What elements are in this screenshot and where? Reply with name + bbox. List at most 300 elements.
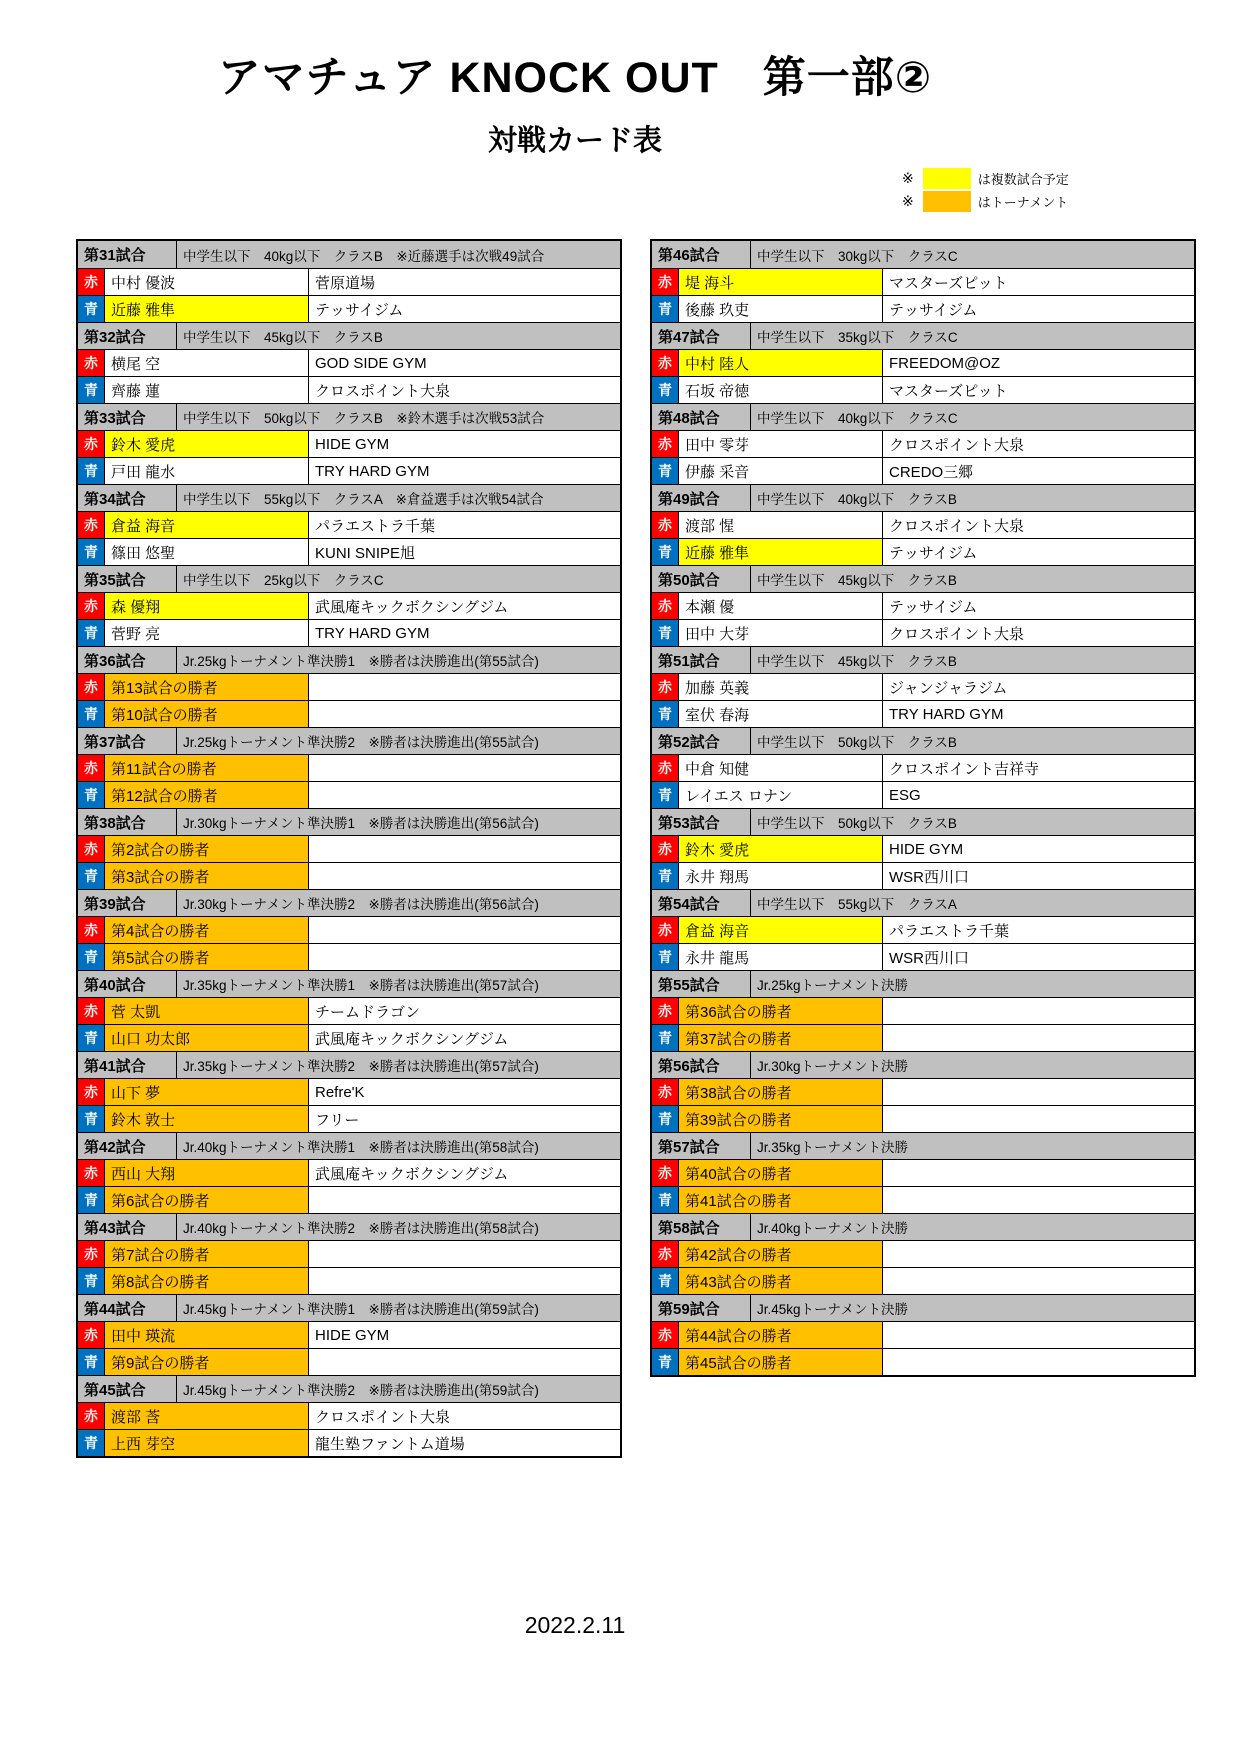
blue-fighter-row xyxy=(78,538,620,565)
blue-fighter-row xyxy=(652,1105,1194,1132)
match-description: Jr.35kgトーナメント決勝 xyxy=(751,1133,1194,1159)
fighter-name: 第2試合の勝者 xyxy=(105,836,309,862)
match-number: 第43試合 xyxy=(78,1214,177,1240)
blue-corner-label: 青 xyxy=(652,458,679,484)
blue-fighter-row xyxy=(78,295,620,322)
fighter-name: 第8試合の勝者 xyxy=(105,1268,309,1294)
red-fighter-row xyxy=(652,754,1194,781)
red-corner-label: 赤 xyxy=(78,269,105,295)
fighter-name: 中村 陸人 xyxy=(679,350,883,376)
blue-corner-label: 青 xyxy=(652,539,679,565)
fighter-gym xyxy=(883,998,1194,1024)
blue-corner-label: 青 xyxy=(78,863,105,889)
blue-fighter-row xyxy=(78,1105,620,1132)
red-corner-label: 赤 xyxy=(78,512,105,538)
match-description: 中学生以下 50kg以下 クラスB ※鈴木選手は次戦53試合 xyxy=(177,404,620,430)
match-description: Jr.30kgトーナメント準決勝1 ※勝者は決勝進出(第56試合) xyxy=(177,809,620,835)
match-number: 第44試合 xyxy=(78,1295,177,1321)
fighter-gym: クロスポイント吉祥寺 xyxy=(889,760,1040,778)
red-fighter-row xyxy=(78,430,620,457)
match-block xyxy=(652,646,1194,727)
fighter-name: レイエス ロナン xyxy=(679,782,883,808)
blue-corner-label: 青 xyxy=(78,620,105,646)
page-title: アマチュア KNOCK OUT 第一部② xyxy=(217,54,933,102)
match-description: 中学生以下 40kg以下 クラスC xyxy=(751,404,1194,430)
match-number: 第57試合 xyxy=(652,1133,751,1159)
fighter-gym: 武風庵キックボクシングジム xyxy=(315,1030,509,1048)
match-number: 第42試合 xyxy=(78,1133,177,1159)
blue-fighter-row xyxy=(78,1267,620,1294)
fighter-gym: HIDE GYM xyxy=(889,840,964,858)
red-corner-label: 赤 xyxy=(78,836,105,862)
fighter-gym xyxy=(309,917,620,943)
match-description: 中学生以下 50kg以下 クラスB xyxy=(751,809,1194,835)
match-number: 第50試合 xyxy=(652,566,751,592)
match-header-row xyxy=(78,1051,620,1078)
match-description: Jr.30kgトーナメント準決勝2 ※勝者は決勝進出(第56試合) xyxy=(177,890,620,916)
match-description: 中学生以下 40kg以下 クラスB ※近藤選手は次戦49試合 xyxy=(177,241,620,268)
match-description: Jr.35kgトーナメント準決勝1 ※勝者は決勝進出(第57試合) xyxy=(177,971,620,997)
fighter-name: 第40試合の勝者 xyxy=(679,1160,883,1186)
match-header-row xyxy=(652,970,1194,997)
fighter-gym xyxy=(883,1079,1194,1105)
match-number: 第37試合 xyxy=(78,728,177,754)
blue-corner-label: 青 xyxy=(78,1025,105,1051)
match-description: 中学生以下 30kg以下 クラスC xyxy=(751,241,1194,268)
blue-corner-label: 青 xyxy=(652,620,679,646)
blue-corner-label: 青 xyxy=(652,1025,679,1051)
match-block xyxy=(78,808,620,889)
fighter-name: 堤 海斗 xyxy=(679,269,883,295)
fighter-name: 第13試合の勝者 xyxy=(105,674,309,700)
match-block xyxy=(652,403,1194,484)
match-number: 第56試合 xyxy=(652,1052,751,1078)
fighter-gym: クロスポイント大泉 xyxy=(889,436,1025,454)
fighter-gym: FREEDOM@OZ xyxy=(889,354,1001,372)
blue-fighter-row xyxy=(78,457,620,484)
red-fighter-row xyxy=(78,592,620,619)
match-block xyxy=(652,970,1194,1051)
fighter-gym xyxy=(309,944,620,970)
match-description: 中学生以下 55kg以下 クラスA xyxy=(751,890,1194,916)
fighter-name: 近藤 雅隼 xyxy=(105,296,309,322)
fighter-name: 第37試合の勝者 xyxy=(679,1025,883,1051)
blue-fighter-row xyxy=(652,1186,1194,1213)
match-table-right xyxy=(650,239,1196,1377)
match-table-left xyxy=(76,239,622,1458)
fighter-name: 上西 芽空 xyxy=(105,1430,309,1456)
blue-fighter-row xyxy=(78,1348,620,1375)
fighter-name: 横尾 空 xyxy=(105,350,309,376)
match-number: 第36試合 xyxy=(78,647,177,673)
match-block xyxy=(78,646,620,727)
match-number: 第58試合 xyxy=(652,1214,751,1240)
blue-corner-label: 青 xyxy=(78,1106,105,1132)
blue-corner-label: 青 xyxy=(78,539,105,565)
match-header-row xyxy=(652,646,1194,673)
blue-corner-label: 青 xyxy=(78,1349,105,1375)
match-number: 第48試合 xyxy=(652,404,751,430)
red-fighter-row xyxy=(652,1159,1194,1186)
match-number: 第51試合 xyxy=(652,647,751,673)
fighter-name: 山口 功太郎 xyxy=(105,1025,309,1051)
legend-label: はトーナメント xyxy=(977,195,1069,210)
blue-corner-label: 青 xyxy=(78,377,105,403)
match-number: 第41試合 xyxy=(78,1052,177,1078)
fighter-gym xyxy=(309,755,620,781)
fighter-name: 篠田 悠聖 xyxy=(105,539,309,565)
fighter-name: 第38試合の勝者 xyxy=(679,1079,883,1105)
blue-corner-label: 青 xyxy=(78,458,105,484)
match-block xyxy=(78,1132,620,1213)
match-header-row xyxy=(652,565,1194,592)
match-number: 第32試合 xyxy=(78,323,177,349)
red-fighter-row xyxy=(78,511,620,538)
match-block xyxy=(652,1132,1194,1213)
match-header-row xyxy=(78,1375,620,1402)
blue-fighter-row xyxy=(652,943,1194,970)
match-block xyxy=(78,484,620,565)
blue-corner-label: 青 xyxy=(652,1187,679,1213)
match-header-row xyxy=(78,484,620,511)
fighter-name: 森 優翔 xyxy=(105,593,309,619)
fighter-name: 第4試合の勝者 xyxy=(105,917,309,943)
match-block xyxy=(652,1213,1194,1294)
red-corner-label: 赤 xyxy=(652,917,679,943)
red-fighter-row xyxy=(78,673,620,700)
match-block xyxy=(78,322,620,403)
blue-corner-label: 青 xyxy=(652,1268,679,1294)
fighter-name: 鈴木 敦士 xyxy=(105,1106,309,1132)
match-description: Jr.30kgトーナメント決勝 xyxy=(751,1052,1194,1078)
fighter-gym xyxy=(309,782,620,808)
legend xyxy=(902,167,1069,213)
blue-fighter-row xyxy=(78,700,620,727)
blue-fighter-row xyxy=(652,1348,1194,1375)
fighter-name: 第42試合の勝者 xyxy=(679,1241,883,1267)
match-number: 第34試合 xyxy=(78,485,177,511)
fighter-name: 第39試合の勝者 xyxy=(679,1106,883,1132)
fighter-gym: ESG xyxy=(889,786,921,804)
blue-fighter-row xyxy=(78,619,620,646)
red-corner-label: 赤 xyxy=(652,269,679,295)
fighter-gym: KUNI SNIPE旭 xyxy=(315,544,416,562)
red-fighter-row xyxy=(78,268,620,295)
match-header-row xyxy=(78,889,620,916)
match-description: Jr.35kgトーナメント準決勝2 ※勝者は決勝進出(第57試合) xyxy=(177,1052,620,1078)
blue-fighter-row xyxy=(78,376,620,403)
match-header-row xyxy=(652,322,1194,349)
fighter-gym: 武風庵キックボクシングジム xyxy=(315,598,509,616)
fighter-gym: パラエストラ千葉 xyxy=(315,517,436,535)
match-number: 第35試合 xyxy=(78,566,177,592)
match-number: 第38試合 xyxy=(78,809,177,835)
blue-corner-label: 青 xyxy=(78,701,105,727)
red-corner-label: 赤 xyxy=(78,350,105,376)
fighter-gym xyxy=(883,1349,1194,1375)
blue-fighter-row xyxy=(652,376,1194,403)
red-corner-label: 赤 xyxy=(78,674,105,700)
match-number: 第45試合 xyxy=(78,1376,177,1402)
fighter-gym xyxy=(883,1106,1194,1132)
red-fighter-row xyxy=(78,997,620,1024)
blue-fighter-row xyxy=(652,619,1194,646)
fighter-name: 菅野 亮 xyxy=(105,620,309,646)
fighter-name: 第43試合の勝者 xyxy=(679,1268,883,1294)
fighter-gym: GOD SIDE GYM xyxy=(315,354,427,372)
fighter-gym: 龍生塾ファントム道場 xyxy=(315,1435,465,1453)
match-description: Jr.40kgトーナメント決勝 xyxy=(751,1214,1194,1240)
match-number: 第49試合 xyxy=(652,485,751,511)
red-corner-label: 赤 xyxy=(652,1079,679,1105)
match-block xyxy=(78,565,620,646)
fighter-gym: テッサイジム xyxy=(889,598,978,616)
match-block xyxy=(652,808,1194,889)
fighter-gym xyxy=(883,1322,1194,1348)
match-number: 第46試合 xyxy=(652,241,751,268)
red-fighter-row xyxy=(652,592,1194,619)
blue-corner-label: 青 xyxy=(78,296,105,322)
legend-color-swatch xyxy=(923,168,971,189)
legend-marker: ※ xyxy=(902,193,914,209)
red-fighter-row xyxy=(652,673,1194,700)
fighter-gym: テッサイジム xyxy=(889,544,978,562)
fighter-name: 第44試合の勝者 xyxy=(679,1322,883,1348)
fighter-gym: クロスポイント大泉 xyxy=(315,382,451,400)
fighter-gym xyxy=(309,1241,620,1267)
match-header-row xyxy=(78,241,620,268)
fighter-gym xyxy=(883,1160,1194,1186)
fighter-gym xyxy=(883,1241,1194,1267)
match-description: 中学生以下 45kg以下 クラスB xyxy=(177,323,620,349)
red-fighter-row xyxy=(78,1159,620,1186)
fighter-gym xyxy=(309,674,620,700)
fighter-name: 齊藤 蓮 xyxy=(105,377,309,403)
fighter-gym xyxy=(883,1268,1194,1294)
blue-fighter-row xyxy=(78,862,620,889)
red-corner-label: 赤 xyxy=(652,755,679,781)
fighter-name: 第11試合の勝者 xyxy=(105,755,309,781)
fighter-gym xyxy=(309,1268,620,1294)
red-corner-label: 赤 xyxy=(652,1322,679,1348)
fighter-gym: HIDE GYM xyxy=(315,435,390,453)
fighter-name: 加藤 英義 xyxy=(679,674,883,700)
fighter-name: 第7試合の勝者 xyxy=(105,1241,309,1267)
blue-corner-label: 青 xyxy=(78,782,105,808)
match-block xyxy=(78,727,620,808)
red-corner-label: 赤 xyxy=(78,1322,105,1348)
fighter-name: 第41試合の勝者 xyxy=(679,1187,883,1213)
match-block xyxy=(78,1051,620,1132)
match-number: 第52試合 xyxy=(652,728,751,754)
match-header-row xyxy=(78,1213,620,1240)
match-description: 中学生以下 55kg以下 クラスA ※倉益選手は次戦54試合 xyxy=(177,485,620,511)
red-fighter-row xyxy=(78,1078,620,1105)
match-number: 第54試合 xyxy=(652,890,751,916)
match-header-row xyxy=(652,1132,1194,1159)
fighter-name: 第45試合の勝者 xyxy=(679,1349,883,1375)
match-block xyxy=(652,889,1194,970)
match-number: 第33試合 xyxy=(78,404,177,430)
blue-corner-label: 青 xyxy=(78,1187,105,1213)
fighter-gym: クロスポイント大泉 xyxy=(889,625,1025,643)
match-header-row xyxy=(652,808,1194,835)
fighter-name: 第10試合の勝者 xyxy=(105,701,309,727)
fighter-gym: クロスポイント大泉 xyxy=(889,517,1025,535)
blue-fighter-row xyxy=(652,862,1194,889)
blue-fighter-row xyxy=(652,295,1194,322)
match-block xyxy=(78,889,620,970)
match-block xyxy=(78,403,620,484)
blue-fighter-row xyxy=(652,457,1194,484)
match-header-row xyxy=(78,1294,620,1321)
match-description: 中学生以下 40kg以下 クラスB xyxy=(751,485,1194,511)
fighter-name: 西山 大翔 xyxy=(105,1160,309,1186)
match-header-row xyxy=(652,727,1194,754)
fighter-name: 近藤 雅隼 xyxy=(679,539,883,565)
match-block xyxy=(652,241,1194,322)
blue-corner-label: 青 xyxy=(78,1430,105,1456)
fighter-name: 伊藤 采音 xyxy=(679,458,883,484)
blue-fighter-row xyxy=(78,1186,620,1213)
fighter-name: 第5試合の勝者 xyxy=(105,944,309,970)
red-fighter-row xyxy=(78,835,620,862)
red-corner-label: 赤 xyxy=(78,755,105,781)
fighter-gym: ジャンジャラジム xyxy=(889,679,1008,697)
fighter-name: 倉益 海音 xyxy=(105,512,309,538)
blue-fighter-row xyxy=(78,1429,620,1456)
match-block xyxy=(652,565,1194,646)
match-number: 第40試合 xyxy=(78,971,177,997)
fighter-gym: HIDE GYM xyxy=(315,1326,390,1344)
fighter-name: 第3試合の勝者 xyxy=(105,863,309,889)
red-corner-label: 赤 xyxy=(78,431,105,457)
footer-date: 2022.2.11 xyxy=(524,1612,626,1638)
red-fighter-row xyxy=(652,835,1194,862)
match-number: 第47試合 xyxy=(652,323,751,349)
match-block xyxy=(78,1294,620,1375)
fighter-gym: 武風庵キックボクシングジム xyxy=(315,1165,509,1183)
fighter-name: 中倉 知健 xyxy=(679,755,883,781)
red-fighter-row xyxy=(652,430,1194,457)
fighter-gym: Refre'K xyxy=(315,1083,365,1101)
red-fighter-row xyxy=(652,1078,1194,1105)
match-description: 中学生以下 25kg以下 クラスC xyxy=(177,566,620,592)
legend-item xyxy=(902,167,1069,190)
match-header-row xyxy=(78,403,620,430)
fighter-name: 鈴木 愛虎 xyxy=(679,836,883,862)
match-header-row xyxy=(78,565,620,592)
blue-corner-label: 青 xyxy=(78,1268,105,1294)
match-block xyxy=(78,1375,620,1456)
red-corner-label: 赤 xyxy=(78,1079,105,1105)
blue-corner-label: 青 xyxy=(78,944,105,970)
match-number: 第31試合 xyxy=(78,241,177,268)
match-description: 中学生以下 35kg以下 クラスC xyxy=(751,323,1194,349)
fighter-gym: TRY HARD GYM xyxy=(315,462,430,480)
match-description: Jr.25kgトーナメント決勝 xyxy=(751,971,1194,997)
match-description: Jr.45kgトーナメント準決勝2 ※勝者は決勝進出(第59試合) xyxy=(177,1376,620,1402)
match-number: 第59試合 xyxy=(652,1295,751,1321)
page-subtitle: 対戦カード表 xyxy=(487,125,662,157)
red-corner-label: 赤 xyxy=(652,1241,679,1267)
red-fighter-row xyxy=(78,916,620,943)
blue-corner-label: 青 xyxy=(652,1106,679,1132)
legend-marker: ※ xyxy=(902,170,914,186)
red-fighter-row xyxy=(652,349,1194,376)
blue-corner-label: 青 xyxy=(652,944,679,970)
fighter-name: 永井 龍馬 xyxy=(679,944,883,970)
fighter-name: 後藤 玖吏 xyxy=(679,296,883,322)
red-corner-label: 赤 xyxy=(652,350,679,376)
match-block xyxy=(78,1213,620,1294)
red-corner-label: 赤 xyxy=(78,998,105,1024)
red-corner-label: 赤 xyxy=(652,1160,679,1186)
match-block xyxy=(652,322,1194,403)
red-fighter-row xyxy=(78,1402,620,1429)
fighter-name: 鈴木 愛虎 xyxy=(105,431,309,457)
match-block xyxy=(652,484,1194,565)
fighter-name: 渡部 惺 xyxy=(679,512,883,538)
red-corner-label: 赤 xyxy=(652,431,679,457)
fighter-gym: フリー xyxy=(315,1111,360,1129)
fighter-gym: TRY HARD GYM xyxy=(889,705,1004,723)
fighter-gym: テッサイジム xyxy=(315,301,404,319)
red-fighter-row xyxy=(652,1240,1194,1267)
match-header-row xyxy=(652,484,1194,511)
blue-corner-label: 青 xyxy=(652,377,679,403)
fighter-name: 山下 夢 xyxy=(105,1079,309,1105)
fighter-gym: マスターズピット xyxy=(889,382,1008,400)
fighter-gym: パラエストラ千葉 xyxy=(889,922,1010,940)
fighter-name: 本瀬 優 xyxy=(679,593,883,619)
fighter-gym xyxy=(883,1187,1194,1213)
legend-item xyxy=(902,190,1069,213)
fighter-gym: CREDO三郷 xyxy=(889,463,974,481)
red-corner-label: 赤 xyxy=(652,674,679,700)
match-header-row xyxy=(652,889,1194,916)
fighter-gym: クロスポイント大泉 xyxy=(315,1408,451,1426)
match-header-row xyxy=(78,322,620,349)
match-description: Jr.40kgトーナメント準決勝2 ※勝者は決勝進出(第58試合) xyxy=(177,1214,620,1240)
match-header-row xyxy=(652,403,1194,430)
red-fighter-row xyxy=(652,511,1194,538)
blue-fighter-row xyxy=(78,943,620,970)
blue-fighter-row xyxy=(652,1267,1194,1294)
red-fighter-row xyxy=(652,916,1194,943)
fighter-name: 永井 翔馬 xyxy=(679,863,883,889)
match-header-row xyxy=(78,646,620,673)
fighter-name: 戸田 龍水 xyxy=(105,458,309,484)
blue-corner-label: 青 xyxy=(652,782,679,808)
match-description: Jr.25kgトーナメント準決勝2 ※勝者は決勝進出(第55試合) xyxy=(177,728,620,754)
match-header-row xyxy=(652,1294,1194,1321)
fighter-gym: WSR西川口 xyxy=(889,868,969,886)
fighter-name: 田中 零芽 xyxy=(679,431,883,457)
match-description: Jr.40kgトーナメント準決勝1 ※勝者は決勝進出(第58試合) xyxy=(177,1133,620,1159)
red-fighter-row xyxy=(78,349,620,376)
blue-fighter-row xyxy=(78,1024,620,1051)
fighter-gym: マスターズピット xyxy=(889,274,1008,292)
red-fighter-row xyxy=(652,268,1194,295)
fighter-gym: テッサイジム xyxy=(889,301,978,319)
red-fighter-row xyxy=(78,754,620,781)
match-header-row xyxy=(78,970,620,997)
blue-fighter-row xyxy=(652,1024,1194,1051)
red-fighter-row xyxy=(652,1321,1194,1348)
red-corner-label: 赤 xyxy=(652,836,679,862)
blue-fighter-row xyxy=(652,781,1194,808)
